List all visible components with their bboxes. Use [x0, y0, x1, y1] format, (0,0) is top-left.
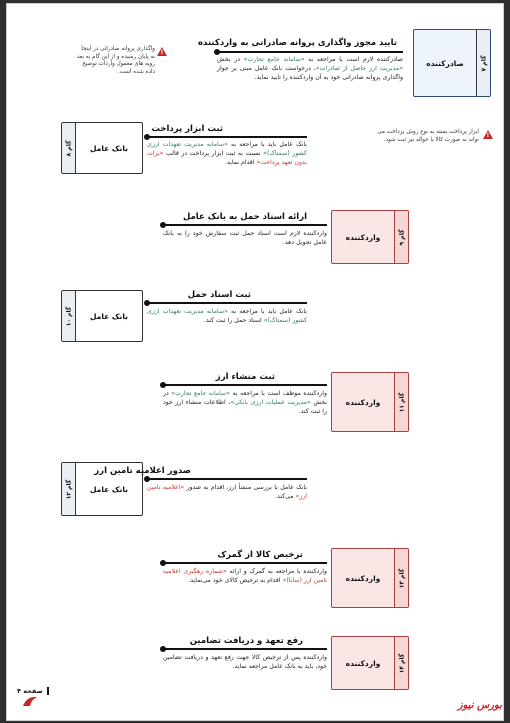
step-description: بانک عامل باید با مراجعه به «سامانه مدیریت تعهدات ارزی کشور (سمتاک)» نسبت به ثبت ابزار پرداخت در قالب «برات بدون تعهد پرداخت» اقدام نماید.	[147, 141, 307, 166]
step-title: ثبت منشاء ارز	[215, 372, 275, 382]
step-number: گام ۸	[62, 123, 76, 173]
brand-watermark: بورس نیوز	[457, 700, 502, 711]
step-title: ارائه اسناد حمل به بانک عامل	[182, 212, 307, 222]
step-title: تایید مجوز واگذاری پروانه صادراتی به واردکننده	[198, 38, 397, 48]
step-description: صادرکننده لازم است با مراجعه به «سامانه جامع تجارت» در بخش «مدیریت ارز حاصل از صادرات»، درخواست بانک عامل مبنی بر جواز واگذاری پروانه صادراتی خود به آن واردکننده را تایید نماید.	[217, 56, 404, 81]
step-description: واردکننده لازم است اسناد حمل ثبت سفارش خود را به بانک عامل تحویل دهد.	[163, 230, 327, 246]
actor-box-importer	[331, 548, 409, 608]
title-underline	[147, 302, 307, 304]
warning-icon	[157, 47, 167, 56]
actor-label: واردکننده	[345, 573, 381, 583]
step-number: گام ۷	[476, 30, 490, 96]
step-title: ترخیص کالا از گمرک	[217, 550, 303, 560]
actor-box-bank	[61, 290, 143, 342]
step-number: گام ۱۴	[394, 637, 408, 689]
step-title: صدور اعلامیه تامین ارز	[94, 466, 191, 476]
actor-label: صادرکننده	[426, 58, 464, 68]
step-title: ثبت ابزار پرداخت	[151, 124, 223, 134]
actor-box-exporter	[413, 29, 491, 97]
actor-box-bank	[61, 122, 143, 174]
step-description: واردکننده با مراجعه به گمرک و ارائه «شماره رهگیری اعلامیه تامین ارز (ساتا)» اقدام به ترخیص کالای خود می‌نماید.	[163, 568, 327, 584]
title-underline	[217, 51, 403, 53]
step-number: گام ۱۳	[394, 549, 408, 607]
title-underline	[163, 224, 327, 226]
step-description: واردکننده موظف است با مراجعه به «سامانه جامع تجارت» در بخش «مدیریت عملیات ارزی بانکی»، اطلاعات منشاء ارز خود را ثبت کند.	[163, 390, 327, 415]
actor-label: واردکننده	[345, 658, 381, 668]
step-title: ثبت اسناد حمل	[187, 290, 251, 300]
actor-label: واردکننده	[345, 232, 381, 242]
title-underline	[147, 478, 307, 480]
page-number: صفحه ۴	[17, 687, 49, 695]
actor-label: بانک عامل	[89, 311, 129, 321]
step-description: واردکننده پس از ترخیص کالا جهت رفع تعهد و دریافت تضامین خود، باید به بانک عامل مراجعه نماید.	[163, 654, 327, 670]
info-note: واگذاری پروانه صادراتی در اینجا به پایان رسیده و از این گام به بعد رویه های معمول واردات توضیح داده شده است.	[76, 46, 155, 75]
title-underline	[163, 562, 327, 564]
step-number: گام ۱۰	[62, 291, 76, 341]
actor-label: بانک عامل	[89, 484, 129, 494]
document-page	[6, 3, 504, 721]
actor-label: بانک عامل	[89, 143, 129, 153]
info-note: ابزار پرداخت بسته به نوع روش پرداخت می تواند به صورت کالا با حواله نیز ثبت شود.	[377, 129, 479, 143]
step-title: رفع تعهد و دریافت تضامین	[189, 636, 303, 646]
actor-box-importer	[331, 636, 409, 690]
step-number: گام ۹	[394, 211, 408, 263]
step-number: گام ۱۱	[394, 373, 408, 431]
title-underline	[163, 648, 327, 650]
step-description: بانک عامل با بررسی منشأ ارز، اقدام به صدور «اعلامیه تامین ارز» می‌کند.	[147, 484, 307, 500]
title-underline	[147, 136, 307, 138]
warning-icon	[483, 130, 493, 139]
step-number: گام ۱۲	[62, 463, 76, 515]
actor-label: واردکننده	[345, 397, 381, 407]
publisher-logo-icon	[21, 694, 39, 708]
actor-box-importer	[331, 210, 409, 264]
actor-box-importer	[331, 372, 409, 432]
title-underline	[163, 384, 327, 386]
step-description: بانک عامل باید با مراجعه به «سامانه مدیریت تعهدات ارزی کشور (سمتاک)» اسناد حمل را ثبت کند.	[147, 308, 307, 324]
